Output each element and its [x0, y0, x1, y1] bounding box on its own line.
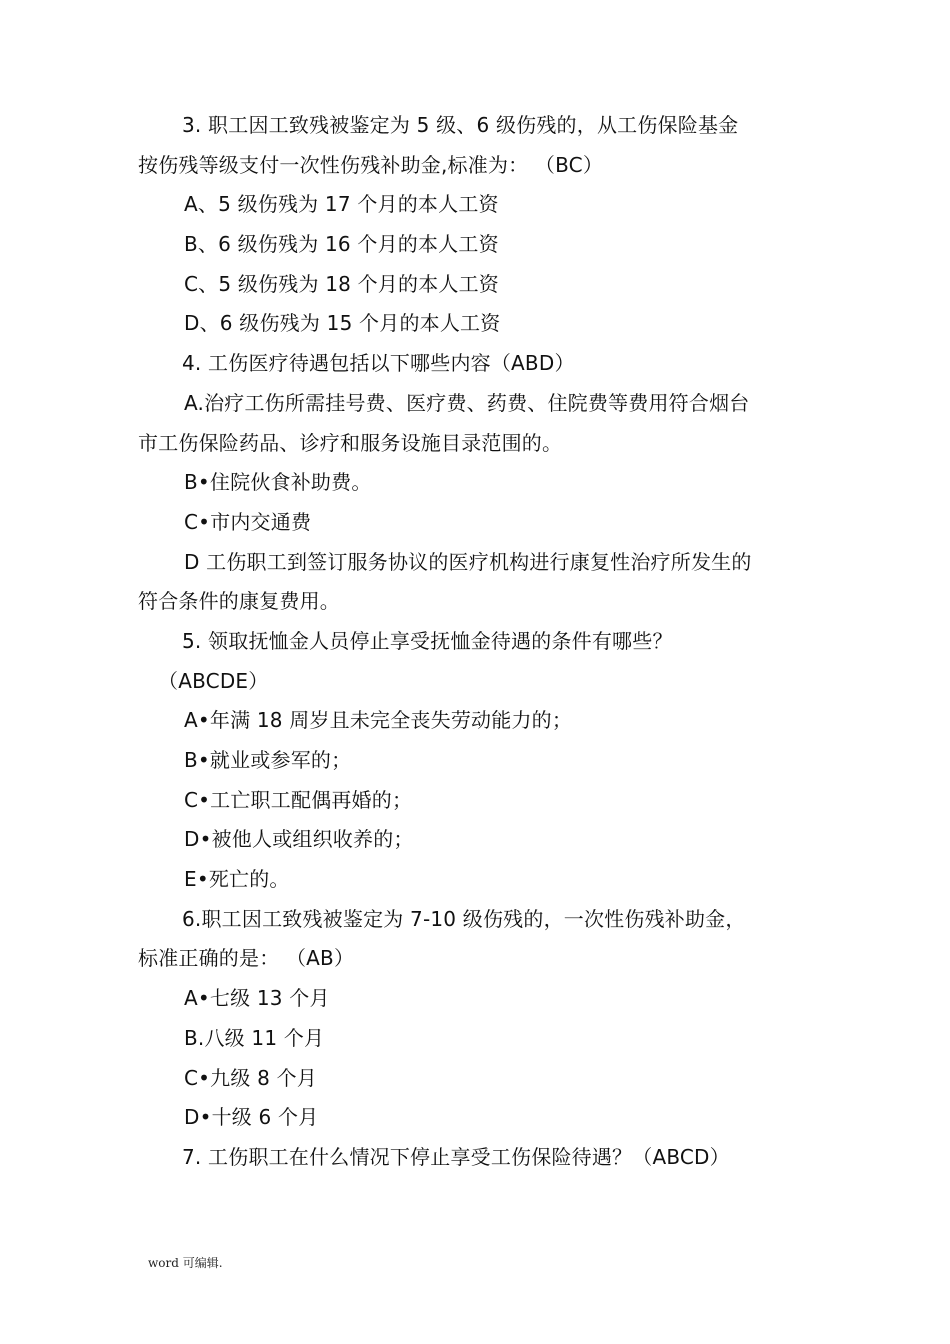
question-6-option-d: D•十级 6 个月 — [184, 1105, 319, 1130]
question-4-option-d-line-2: 符合条件的康复费用。 — [138, 589, 340, 614]
question-7-line-1: 7. 工伤职工在什么情况下停止享受工伤保险待遇？（ABCD） — [182, 1144, 730, 1169]
document-body — [138, 106, 818, 1178]
question-4-line-1: 4. 工伤医疗待遇包括以下哪些内容（ABD） — [182, 351, 575, 376]
question-3-option-c: C、5 级伤残为 18 个月的本人工资 — [184, 271, 500, 296]
question-5-line-1: 5. 领取抚恤金人员停止享受抚恤金待遇的条件有哪些？ — [182, 628, 673, 653]
question-3-line-2: 按伤残等级支付一次性伤残补助金,标准为： （BC） — [138, 152, 604, 177]
question-4-option-a-line-2: 市工伤保险药品、诊疗和服务设施目录范围的。 — [138, 430, 563, 455]
question-3-option-d: D、6 级伤残为 15 个月的本人工资 — [184, 311, 501, 336]
question-5-option-a: A•年满 18 周岁且未完全丧失劳动能力的； — [184, 708, 573, 733]
question-5-option-c: C•工亡职工配偶再婚的； — [184, 787, 413, 812]
question-6-line-1: 6.职工因工致残被鉴定为 7-10 级伤残的，一次性伤残补助金， — [182, 906, 746, 931]
question-3-option-b: B、6 级伤残为 16 个月的本人工资 — [184, 232, 499, 257]
question-4-option-b: B•住院伙食补助费。 — [184, 470, 372, 495]
question-3-line-1: 3. 职工因工致残被鉴定为 5 级、6 级伤残的，从工伤保险基金 — [182, 113, 739, 137]
footer-note: word 可编辑. — [148, 1256, 223, 1270]
question-6-option-b: B.八级 11 个月 — [184, 1025, 325, 1050]
question-4-option-a-line-1: A.治疗工伤所需挂号费、医疗费、药费、住院费等费用符合烟台 — [184, 390, 750, 415]
question-6-option-c: C•九级 8 个月 — [184, 1065, 318, 1090]
question-5-option-d: D•被他人或组织收养的； — [184, 827, 414, 852]
question-3-option-a: A、5 级伤残为 17 个月的本人工资 — [184, 192, 499, 217]
question-4-option-c: C•市内交通费 — [184, 509, 312, 534]
question-5-answer: （ABCDE） — [158, 668, 269, 693]
question-6-line-2: 标准正确的是： （AB） — [138, 946, 355, 971]
question-5-option-e: E•死亡的。 — [184, 867, 290, 892]
question-6-option-a: A•七级 13 个月 — [184, 986, 330, 1011]
question-5-option-b: B•就业或参军的； — [184, 748, 352, 772]
question-4-option-d-line-1: D 工伤职工到签订服务协议的医疗机构进行康复性治疗所发生的 — [184, 549, 752, 574]
